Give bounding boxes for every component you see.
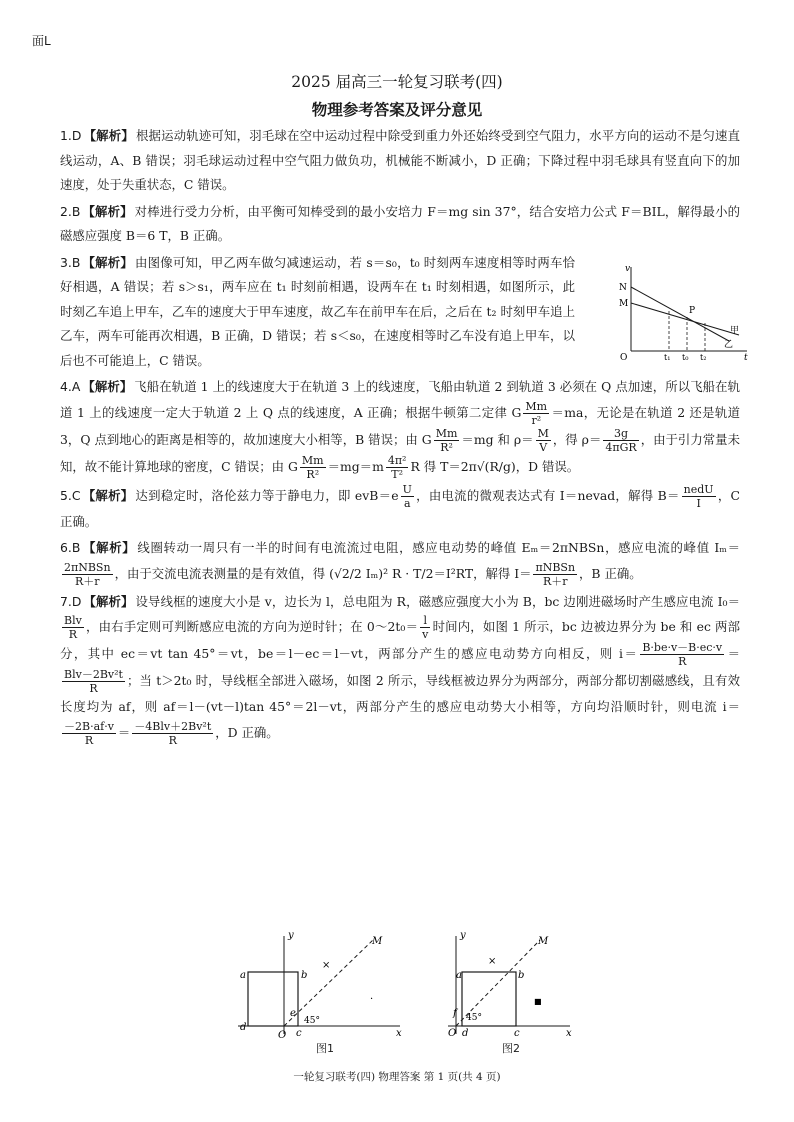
answer-2 bbox=[60, 200, 740, 249]
label-M: M bbox=[372, 936, 383, 947]
answer-text: ＝ma，无论是在轨道 2 还是轨道 3，Q 点到地心的距离是相等的，故加速度大小相等，B 错误；由 G bbox=[60, 404, 741, 447]
answer-text: ，得 ρ＝ bbox=[552, 431, 602, 447]
label-x: x bbox=[566, 1028, 572, 1039]
label-y: y bbox=[460, 930, 466, 941]
answer-text: ，由于引力常量未知，故不能计算地球的密度，C 错误；由 G bbox=[60, 431, 740, 474]
fraction: $\frac{3g}{\text{4πGR}}$ bbox=[605, 426, 637, 454]
answer-content bbox=[60, 124, 748, 749]
label-t0: t₀ bbox=[682, 352, 689, 361]
answer-text: 设导线框的速度大小是 v，边长为 l，总电阻为 R，磁感应强度大小为 B，bc 边刚进磁场时产生感应电流 I₀＝ bbox=[135, 593, 741, 609]
fraction: $\frac{\text{πNBSn}}{R+r}$ bbox=[535, 560, 576, 588]
answer-text: ＝ bbox=[726, 646, 741, 661]
label-a: a bbox=[456, 970, 462, 981]
answer-text: ，由右手定则可判断感应电流的方向为逆时针；在 0～2t₀＝ bbox=[85, 619, 419, 634]
label-y: y bbox=[288, 930, 294, 941]
label-t2: t₂ bbox=[700, 352, 707, 361]
answer-text: 达到稳定时，洛伦兹力等于静电力，即 evB＝e bbox=[135, 487, 399, 503]
label-N: N bbox=[619, 282, 627, 293]
label-P: P bbox=[689, 305, 696, 316]
answer-text: 由图像可知，甲乙两车做匀减速运动，若 s＝s₀，t₀ 时刻两车速度相等时两车恰好相遇，A 错误；若 s＞s₁，两车应在 t₁ 时刻前相遇，设两车在 t₁ 时刻相遇，如图所示，此时刻乙车追上甲车，乙车的速度大于甲车速度，故乙车在前甲车在后，之后在 t₂ 时刻甲车追上乙车，两车可能再次相遇，B 正确，D 错误；若 s＜s₀，在速度相等时乙车没有追上甲车，以后也不可能追上，C 错误。 bbox=[60, 254, 575, 368]
answer-number: 6.B bbox=[60, 540, 81, 555]
answer-text: 对棒进行受力分析，由平衡可知棒受到的最小安培力 F＝mg sin 37°，结合安培力公式 F＝BIL，解得最小的磁感应强度 B＝6 T，B 正确。 bbox=[60, 203, 741, 243]
vt-graph bbox=[617, 261, 752, 361]
label-d: d bbox=[462, 1028, 469, 1039]
fraction: $\frac{Mm}{\text{R²}}$ bbox=[301, 453, 324, 481]
answer-number: 5.C bbox=[60, 487, 81, 503]
label-angle: 45° bbox=[466, 1013, 482, 1023]
fraction: $\frac{\text{－4Blv＋2Bv²t}}{R}$ bbox=[134, 719, 212, 747]
label-x: x bbox=[396, 1028, 402, 1039]
analysis-tag: 【解析】 bbox=[82, 203, 133, 219]
answer-text: 根据运动轨迹可知，羽毛球在空中运动过程中除受到重力外还始终受到空气阻力，水平方向的运动不是匀速直线运动，A、B 错误；羽毛球运动过程中空气阻力做负功，机械能不断减小，D 正确；下降过程中羽毛球具有竖直向下的加速度，处于失重状态，C 错误。 bbox=[60, 128, 741, 192]
label-angle: 45° bbox=[304, 1016, 320, 1026]
answer-text: ，由电流的微观表达式有 I＝nevad，解得 B＝ bbox=[415, 487, 680, 503]
analysis-tag: 【解析】 bbox=[83, 593, 134, 609]
label-e: e bbox=[290, 1008, 296, 1019]
answer-text: ＝mg＝m bbox=[327, 458, 384, 474]
fraction: $\frac{U}{a}$ bbox=[402, 482, 412, 510]
label-b: b bbox=[301, 970, 308, 981]
answer-7 bbox=[60, 590, 740, 747]
analysis-tag: 【解析】 bbox=[82, 254, 134, 270]
answer-1 bbox=[60, 124, 740, 198]
answer-number: 2.B bbox=[60, 203, 81, 219]
analysis-tag: 【解析】 bbox=[82, 487, 134, 503]
answer-text: R 得 T＝2π√(R/g)，D 错误。 bbox=[410, 458, 580, 474]
answer-5 bbox=[60, 483, 740, 535]
fraction: $\frac{l}{v}$ bbox=[422, 614, 429, 641]
label-yi: 乙 bbox=[724, 339, 734, 350]
page-subtitle: 物理参考答案及评分意见 bbox=[311, 101, 483, 119]
answer-text: ，由于交流电流表测量的是有效值，得 (√2/2 Iₘ)² R · T/2＝I²RT，解得 I＝ bbox=[114, 565, 532, 581]
label-b: b bbox=[518, 970, 525, 981]
answer-number: 7.D bbox=[60, 593, 82, 609]
label-c: c bbox=[296, 1028, 302, 1039]
label-O: O bbox=[278, 1030, 287, 1040]
answer-number: 3.B bbox=[60, 254, 81, 270]
fraction: $\frac{B\cdot be\cdot v-B\cdot ec\cdot v}{R}$ bbox=[642, 641, 723, 668]
answer-4 bbox=[60, 375, 740, 481]
field-dot: ■ bbox=[534, 997, 542, 1006]
analysis-tag: 【解析】 bbox=[82, 540, 136, 555]
boundary-om bbox=[284, 940, 373, 1026]
label-d: d bbox=[240, 1022, 247, 1033]
figure-1-caption: 图1 bbox=[316, 1042, 334, 1055]
label-O: O bbox=[448, 1028, 457, 1039]
answer-text: ；当 t＞2t₀ 时，导线框全部进入磁场，如图 2 所示，导线框被边界分为两部分，两部分都切割磁感线，且有效长度均为 af，则 af＝l－(vt－l)tan 45°＝2l－vt，两部分产生的感应电动势大小相等，方向均沿顺时针，则电流 i＝ bbox=[60, 673, 740, 714]
answer-text: 飞船在轨道 1 上的线速度大于在轨道 3 上的线速度，飞船由轨道 2 到轨道 3 必须在 Q 点加速，所以飞船在轨道 1 上的线速度一定大于轨道 2 上 Q 点的线速度，A 正确；根据牛顿第二定律 G bbox=[60, 379, 741, 420]
label-a: a bbox=[240, 970, 246, 981]
label-v: v bbox=[625, 263, 631, 274]
label-t: t bbox=[744, 352, 748, 361]
label-M: M bbox=[538, 936, 549, 947]
page-footer: 一轮复习联考(四) 物理答案 第 1 页(共 4 页) bbox=[293, 1071, 501, 1083]
answer-text: ，C 正确。 bbox=[60, 487, 740, 529]
fraction: $\frac{\text{2πNBSn}}{R+r}$ bbox=[64, 560, 111, 588]
fraction: $\frac{\text{4π²}}{\text{T²}}$ bbox=[387, 453, 407, 481]
fraction: $\frac{-2B\cdot af\cdot v}{R}$ bbox=[64, 719, 114, 747]
field-cross: × bbox=[322, 960, 331, 971]
answer-text: 线圈转动一周只有一半的时间有电流流过电阻，感应电动势的峰值 Eₘ＝2πNBSn，感应电流的峰值 Iₘ＝ bbox=[137, 540, 740, 555]
figures bbox=[0, 930, 794, 1060]
label-jia: 甲 bbox=[730, 325, 740, 336]
fraction: $\frac{\text{Blv}}{R}$ bbox=[64, 614, 82, 641]
figure-1 bbox=[228, 930, 408, 1040]
fraction: $\frac{\text{nedU}}{I}$ bbox=[683, 482, 714, 510]
field-dot: · bbox=[370, 994, 374, 1005]
label-M: M bbox=[619, 298, 629, 309]
answer-6 bbox=[60, 536, 740, 588]
answer-text: ＝ bbox=[117, 724, 131, 740]
fraction: $\frac{Mm}{\text{R²}}$ bbox=[435, 426, 458, 454]
fraction: $\frac{M}{V}$ bbox=[537, 426, 549, 454]
answer-text: ，B 正确。 bbox=[579, 565, 642, 581]
fraction: $\frac{\text{Blv－2Bv²t}}{R}$ bbox=[64, 668, 123, 695]
answer-number: 1.D bbox=[60, 128, 82, 143]
analysis-tag: 【解析】 bbox=[83, 128, 134, 143]
label-f: f bbox=[453, 1008, 457, 1019]
answer-number: 4.A bbox=[60, 379, 81, 394]
analysis-tag: 【解析】 bbox=[82, 379, 133, 394]
label-c: c bbox=[514, 1028, 520, 1039]
figure-2 bbox=[438, 930, 578, 1040]
figure-2-caption: 图2 bbox=[502, 1042, 520, 1055]
label-O: O bbox=[620, 352, 628, 361]
line-yi bbox=[631, 303, 739, 335]
line-jia bbox=[631, 287, 729, 341]
answer-text: ，D 正确。 bbox=[215, 724, 279, 740]
corner-mark: 面L bbox=[32, 34, 51, 48]
fraction: $\frac{Mm}{\text{r²}}$ bbox=[525, 399, 548, 427]
answer-text: 时间内，如图 1 所示，bc 边被边界分为 be 和 ec 两部分，其中 ec＝vt tan 45°＝vt，be＝l－ec＝l－vt，两部分产生的感应电动势方向相反，则 i＝ bbox=[60, 619, 740, 661]
label-t1: t₁ bbox=[664, 352, 671, 361]
answer-3 bbox=[60, 251, 748, 374]
answer-text: ＝mg 和 ρ＝ bbox=[461, 431, 534, 447]
field-cross: × bbox=[488, 956, 497, 967]
page-title: 2025 届高三一轮复习联考(四) bbox=[291, 73, 503, 91]
